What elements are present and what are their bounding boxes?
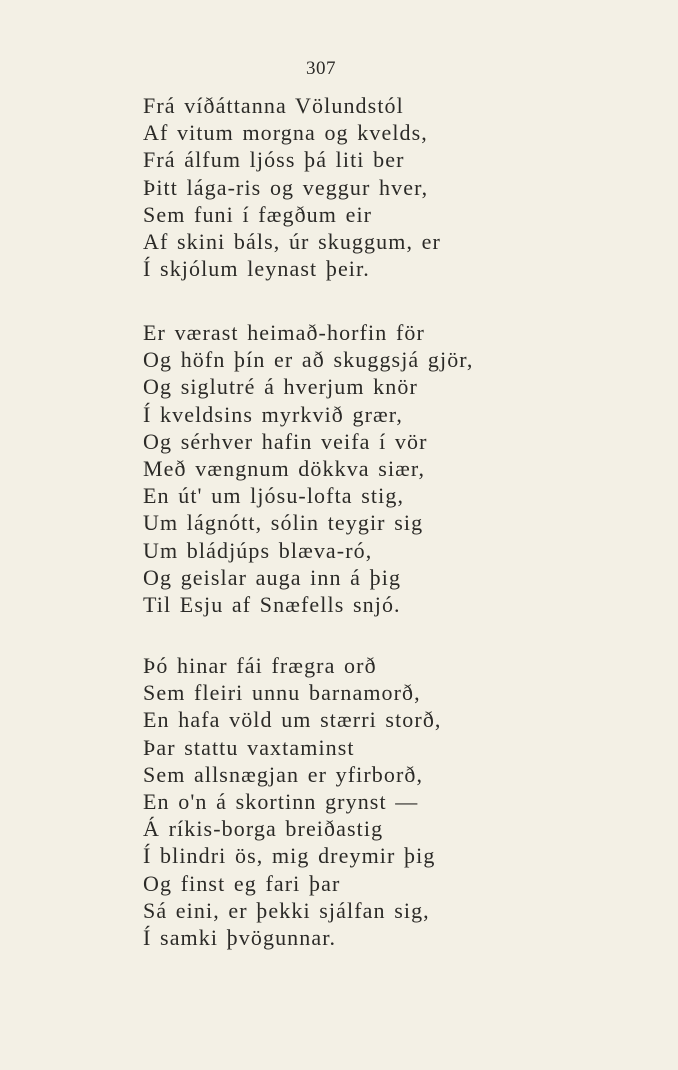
stanza-1: [143, 92, 441, 282]
poem-line: Og sérhver hafin veifa í vör: [143, 428, 428, 454]
poem-line: Af vitum morgna og kvelds,: [143, 120, 428, 146]
poem-line: En hafa völd um stærri storð,: [143, 707, 442, 733]
poem-line: Sem funi í fægðum eir: [143, 201, 373, 227]
poem-line: Sem fleiri unnu barnamorð,: [143, 680, 421, 706]
poem-line: Frá víðáttanna Völundstól: [143, 93, 404, 118]
poem-line: En út' um ljósu-lofta stig,: [143, 483, 405, 509]
poem-line: Þar stattu vaxtaminst: [143, 734, 355, 760]
poem-line: Um lágnótt, sólin teygir sig: [143, 510, 424, 536]
stanza-3: [143, 652, 442, 951]
poem-line: Af skini báls, úr skuggum, er: [143, 228, 441, 254]
poem-line: Um bládjúps blæva-ró,: [143, 537, 373, 563]
poem-line: En o'n á skortinn grynst —: [143, 788, 419, 814]
poem-line: Frá álfum ljóss þá liti ber: [143, 147, 405, 173]
page-number: 307: [306, 58, 336, 79]
poem-line: Til Esju af Snæfells snjó.: [143, 591, 401, 617]
poem-line: Þitt lága-ris og veggur hver,: [143, 174, 429, 200]
poem-line: Og höfn þín er að skuggsjá gjör,: [143, 347, 474, 373]
poem-line: Í blindri ös, mig dreymir þig: [143, 843, 436, 869]
poem-line: Í skjólum leynast þeir.: [143, 256, 370, 282]
poem-line: Í samki þvögunnar.: [143, 924, 337, 950]
poem-line: Og finst eg fari þar: [143, 870, 341, 896]
poem-line: Sá eini, er þekki sjálfan sig,: [143, 897, 430, 923]
poem-line: Sem allsnægjan er yfirborð,: [143, 761, 424, 787]
poem-line: Í kveldsins myrkvið grær,: [143, 401, 403, 427]
poem-line: Er værast heimað-horfin för: [143, 320, 425, 345]
stanza-2: [143, 319, 473, 618]
poem-line: Og geislar auga inn á þig: [143, 564, 402, 590]
poem-line: Með vængnum dökkva siær,: [143, 455, 426, 481]
poem-line: Þó hinar fái frægra orð: [143, 653, 377, 678]
poem-line: Og siglutré á hverjum knör: [143, 374, 418, 400]
poem-line: Á ríkis-borga breiðastig: [143, 816, 384, 842]
